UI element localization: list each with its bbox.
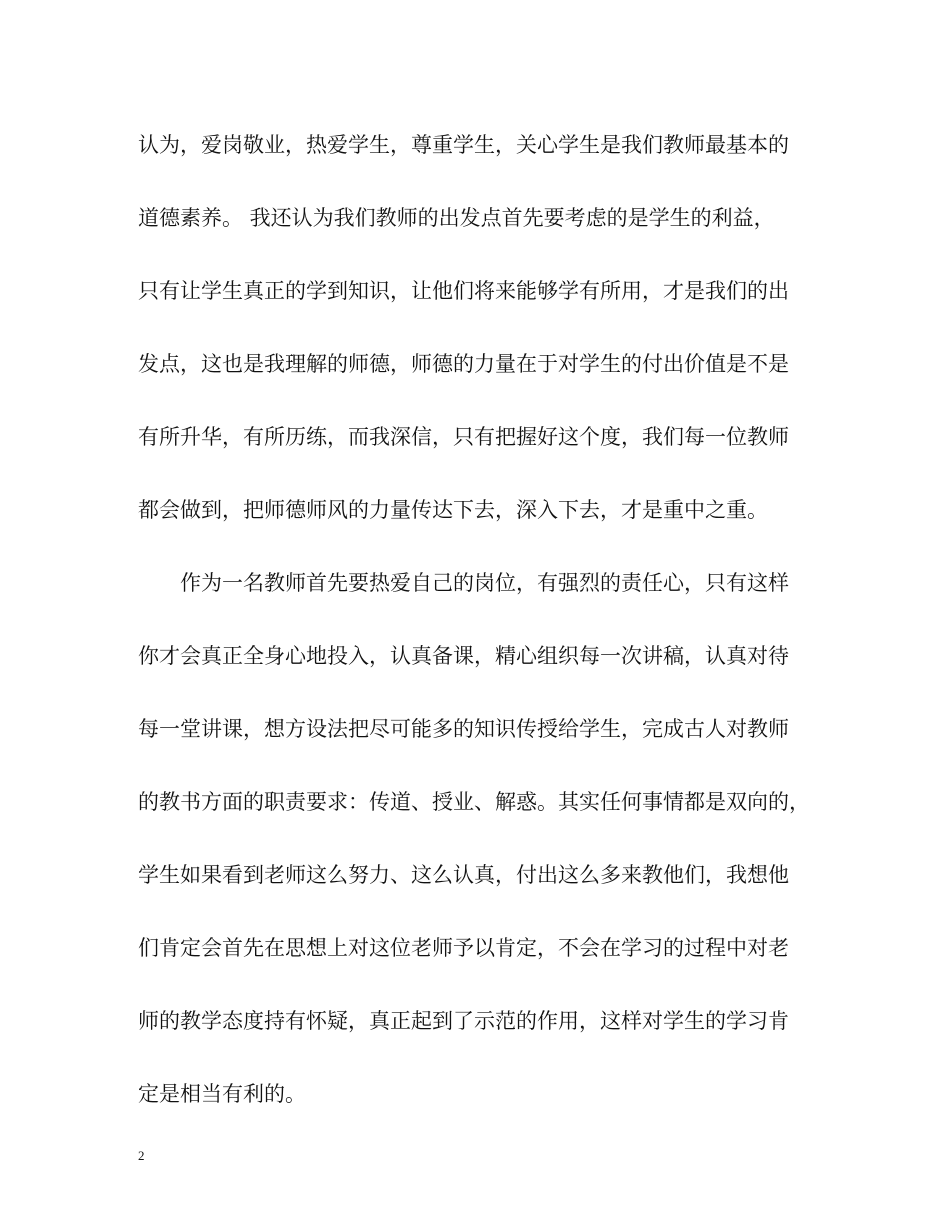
text-line: 只有让学生真正的学到知识，让他们将来能够学有所用，才是我们的出	[138, 279, 789, 303]
text-line: 的教书方面的职责要求：传道、授业、解惑。其实任何事情都是双向的，	[138, 790, 810, 814]
text-line: 师的教学态度持有怀疑，真正起到了示范的作用，这样对学生的学习肯	[138, 1009, 789, 1033]
text-line: 道德素养。 我还认为我们教师的出发点首先要考虑的是学生的利益，	[138, 206, 775, 230]
text-line: 你才会真正全身心地投入，认真备课，精心组织每一次讲稿，认真对待	[138, 644, 789, 668]
text-line: 发点，这也是我理解的师德，师德的力量在于对学生的付出价值是不是	[138, 352, 789, 376]
text-line: 们肯定会首先在思想上对这位老师予以肯定，不会在学习的过程中对老	[138, 936, 789, 960]
text-line: 学生如果看到老师这么努力、这么认真，付出这么多来教他们，我想他	[138, 863, 789, 887]
text-line-paragraph-start: 作为一名教师首先要热爱自己的岗位，有强烈的责任心，只有这样	[180, 571, 789, 595]
text-line: 都会做到，把师德师风的力量传达下去，深入下去，才是重中之重。	[138, 498, 768, 522]
text-line: 定是相当有利的。	[138, 1082, 306, 1106]
page-number: 2	[138, 1148, 145, 1163]
text-line: 每一堂讲课，想方设法把尽可能多的知识传授给学生，完成古人对教师	[138, 717, 789, 741]
text-line: 有所升华，有所历练，而我深信，只有把握好这个度，我们每一位教师	[138, 425, 789, 449]
text-line: 认为，爱岗敬业，热爱学生，尊重学生，关心学生是我们教师最基本的	[138, 133, 789, 157]
